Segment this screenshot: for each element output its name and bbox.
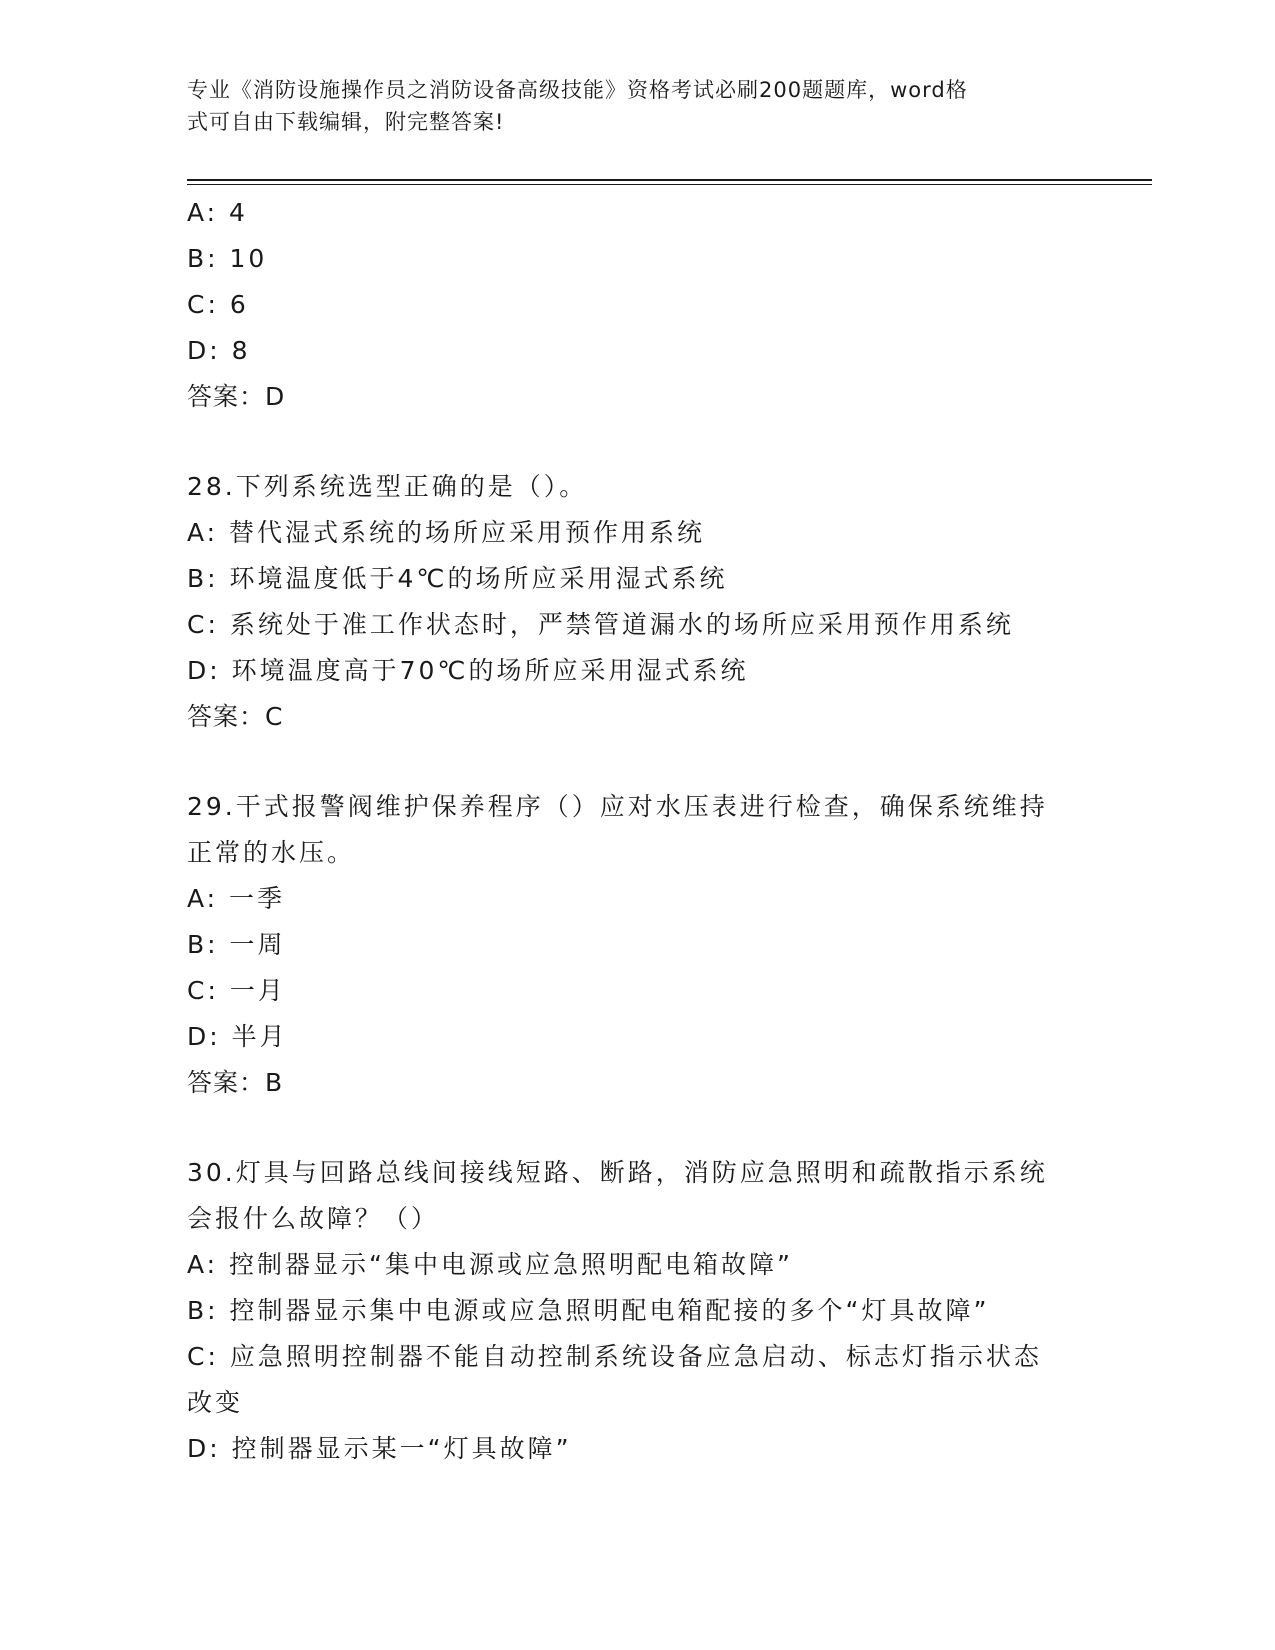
header-line-2: 式可自由下载编辑，附完整答案!	[187, 110, 505, 134]
q30-option-c: C: 应急照明控制器不能自动控制系统设备应急启动、标志灯指示状态	[187, 1342, 1042, 1371]
spacer	[187, 420, 1087, 464]
q30-option-c-continued: 改变	[187, 1388, 244, 1417]
q27-answer: 答案：D	[187, 382, 286, 411]
q29-question-line-1: 29.干式报警阀维护保养程序（）应对水压表进行检查，确保系统维持	[187, 792, 1048, 821]
q27-option-b: B: 10	[187, 244, 268, 273]
q28-option-d: D: 环境温度高于70℃的场所应采用湿式系统	[187, 656, 749, 685]
q27-option-d: D: 8	[187, 336, 251, 365]
q29-option-b: B: 一周	[187, 930, 286, 959]
q30-option-b: B: 控制器显示集中电源或应急照明配电箱配接的多个“灯具故障”	[187, 1296, 990, 1325]
q28-option-b: B: 环境温度低于4℃的场所应采用湿式系统	[187, 564, 728, 593]
spacer	[187, 740, 1087, 784]
q29-option-a: A: 一季	[187, 884, 286, 913]
q30-option-a: A: 控制器显示“集中电源或应急照明配电箱故障”	[187, 1250, 793, 1279]
header-rule-thin	[187, 184, 1152, 185]
q28-question: 28.下列系统选型正确的是（）。	[187, 472, 588, 501]
q28-option-a: A: 替代湿式系统的场所应采用预作用系统	[187, 518, 706, 547]
q28-option-c: C: 系统处于准工作状态时，严禁管道漏水的场所应采用预作用系统	[187, 610, 1014, 639]
header-rule	[187, 179, 1152, 181]
spacer	[187, 1106, 1087, 1150]
document-header	[187, 74, 1077, 138]
q29-option-d: D: 半月	[187, 1022, 288, 1051]
header-line-1: 专业《消防设施操作员之消防设备高级技能》资格考试必刷200题题库，word格	[187, 78, 968, 102]
q28-answer: 答案：C	[187, 702, 284, 731]
question-content	[187, 190, 1087, 1472]
q27-option-c: C: 6	[187, 290, 249, 319]
q29-option-c: C: 一月	[187, 976, 286, 1005]
q29-question-line-2: 正常的水压。	[187, 838, 356, 867]
q30-question-line-2: 会报什么故障？（）	[187, 1204, 440, 1233]
q27-option-a: A: 4	[187, 198, 248, 227]
q29-answer: 答案：B	[187, 1068, 284, 1097]
q30-option-d: D: 控制器显示某一“灯具故障”	[187, 1434, 572, 1463]
q30-question-line-1: 30.灯具与回路总线间接线短路、断路，消防应急照明和疏散指示系统	[187, 1158, 1048, 1187]
